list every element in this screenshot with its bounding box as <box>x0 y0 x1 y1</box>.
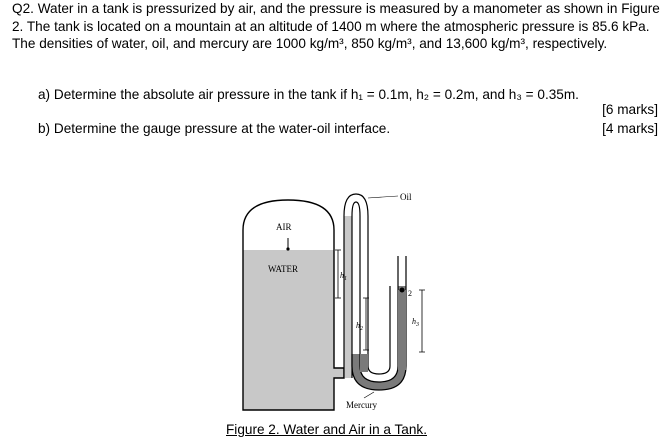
inverted-u-oil <box>344 194 368 216</box>
tank-diagram <box>238 186 468 418</box>
part-b-marks: [4 marks] <box>602 121 658 136</box>
point-2-marker <box>400 288 405 293</box>
water-label: WATER <box>268 264 298 274</box>
part-b <box>38 120 390 137</box>
h3-dimension <box>419 290 425 352</box>
h2-label: $h_2$ <box>356 321 363 332</box>
water-region <box>243 250 334 410</box>
question-body: Water in a tank is pressurized by air, and the pressure is measured by a manometer as shown in Figure 2. The tank is located on a mountain at an altitude of 1400 m where the atmospheric pressure is 85.6 kPa. The densities of water, oil, and mercury are 1000 kg/m³, 850 kg/m³, and 13,600 kg/m³, respectively. <box>12 1 660 52</box>
part-a-text: Determine the absolute air pressure in the tank if h₁ = 0.1m, h₂ = 0.2m, and h₃ = 0.35m. <box>53 87 579 102</box>
left-mercury-fill <box>360 354 368 372</box>
left-riser-water <box>344 216 352 378</box>
air-arrow-head <box>286 247 289 250</box>
part-b-text: Determine the gauge pressure at the water-oil interface. <box>53 121 391 136</box>
point-2-label: 2 <box>408 289 412 298</box>
question-number: Q2. <box>12 1 34 16</box>
oil-leg <box>360 216 368 354</box>
part-a-marks: [6 marks] <box>602 102 658 117</box>
oil-leader <box>368 196 398 198</box>
air-label: AIR <box>276 222 292 232</box>
mercury-leader <box>364 392 374 398</box>
right-mercury-column <box>398 290 406 370</box>
mercury-label: Mercury <box>346 400 377 410</box>
pipe-water <box>334 368 344 378</box>
question-text <box>12 0 662 53</box>
h1-label: $h_1$ <box>340 271 347 282</box>
oil-label: Oil <box>400 192 412 202</box>
part-a <box>38 86 579 103</box>
part-b-label: b) <box>38 121 51 136</box>
figure-caption: Figure 2. Water and Air in a Tank. <box>226 422 427 437</box>
part-a-label: a) <box>38 87 51 102</box>
h3-label: $h_3$ <box>412 317 419 328</box>
figure-tank-manometer <box>238 186 468 418</box>
